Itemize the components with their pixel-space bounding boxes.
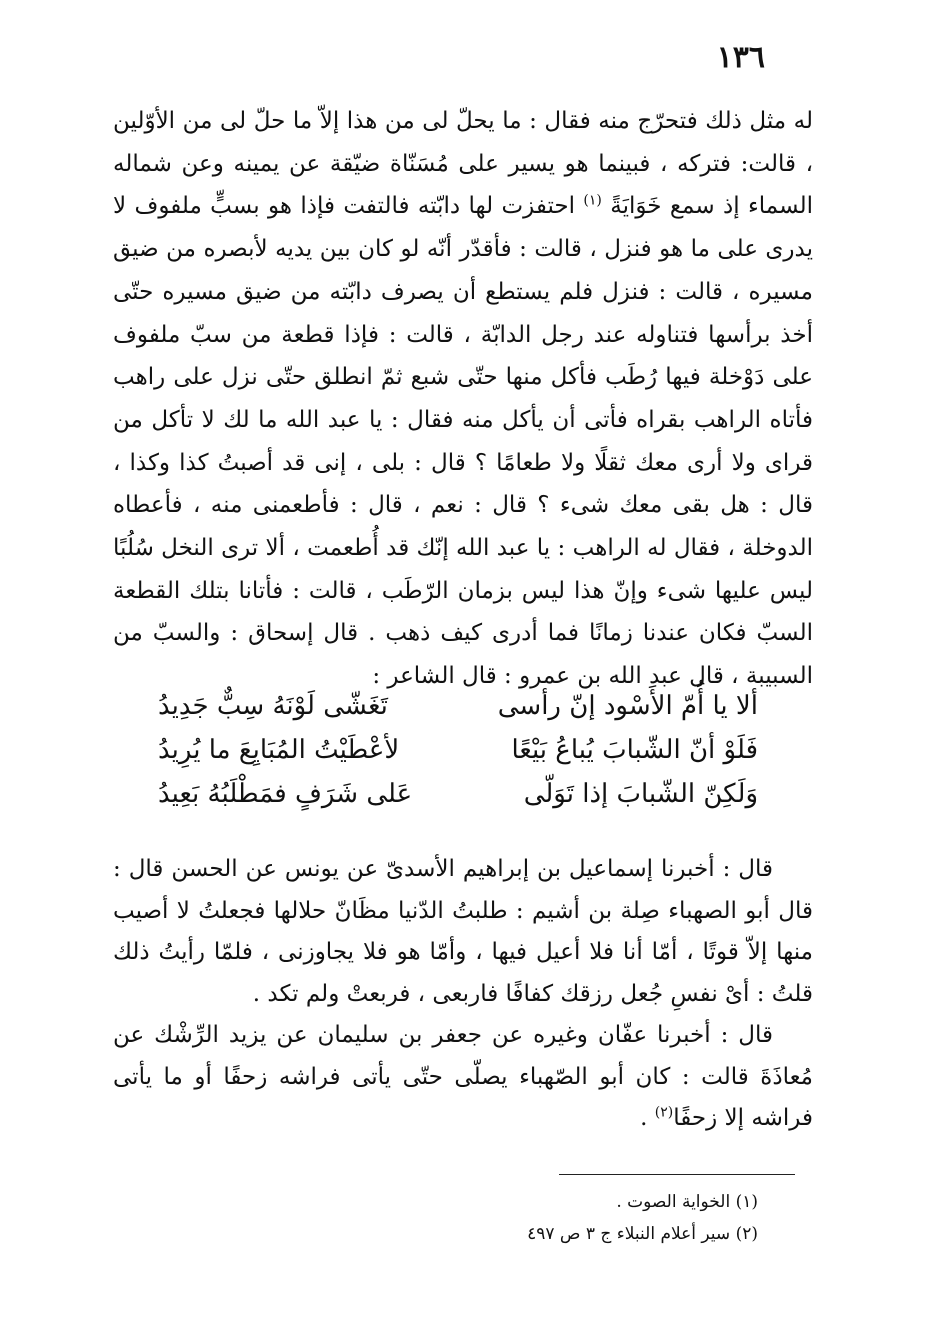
footnote-2: (٢) سير أعلام النبلاء ج ٣ ص ٤٩٧ [527, 1224, 758, 1244]
main-text [113, 100, 813, 698]
verse-2-first-hemistich: فَلَوْ أنّ الشّبابَ يُباعُ بَيْعًا [511, 735, 758, 765]
verse-2-second-hemistich: لأعْطَيْتُ المُبَايِعَ ما يُرِيدُ [158, 735, 400, 765]
narration-text [113, 849, 813, 1140]
paragraph-1-text: له مثل ذلك فتحرّج منه فقال : ما يحلّ لى من هذا إلاّ ما حلّ لى من الأوّلين ، قالت: فتركه ، فبينما هو يسير على مُسَنّاة ضيّقة عن يمينه وعن شماله السماء إذ سمع خَوَايَةً [113, 108, 814, 220]
footnote-ref-1: (١) [583, 192, 602, 209]
verse-1-first-hemistich: ألا يا أُمّ الأَسْود إنّ رأسى [497, 691, 758, 721]
footnote-1: (١) الخواية الصوت . [616, 1192, 758, 1212]
verse-3-second-hemistich: عَلى شَرَفٍ فمَطْلَبُهُ بَعِيدُ [158, 779, 413, 809]
footnote-ref-2: (٢) [654, 1104, 674, 1121]
footnotes [258, 1186, 758, 1250]
paragraph-3 [113, 1015, 813, 1140]
paragraph-2: قال : أخبرنا إسماعيل بن إبراهيم الأسدىّ عن يونس عن الحسن قال : قال أبو الصهباء صِلة بن أشيم : طلبتُ الدّنيا مظَانّ حلالها فجعلتُ لا أصيب منها إلاّ قوتًا ، أمّا أنا فلا أعيل فيها ، وأمّا هو فلا يجاوزنى ، فلمّا رأيتُ ذلك قلتُ : أىْ نفسِ جُعل رزقك كفافًا فاربعى ، فربعتْ ولم تكد . [113, 856, 813, 1007]
poem-verse [158, 772, 758, 816]
poem [158, 684, 758, 816]
paragraph-3-end: . [640, 1105, 655, 1131]
verse-1-second-hemistich: تَغَشّى لَوْنَهُ سِبٌّ جَدِيدُ [158, 691, 388, 721]
footnote-divider [559, 1174, 795, 1175]
verse-3-first-hemistich: وَلَكِنّ الشّبابَ إذا تَوَلّى [523, 779, 758, 809]
paragraph-1 [113, 100, 813, 698]
poem-verse [158, 728, 758, 772]
page-number: ١٣٦ [716, 40, 765, 75]
paragraph-1-continuation: احتفزت لها دابّته فالتفت فإذا هو بسبٍّ ملفوف لا يدرى على ما هو فنزل ، قالت : فأقدّر أنّه لو كان بين يديه لأبصره من ضيق مسيره ، قالت : فنزل فلم يستطع أن يصرف دابّته من ضيق مسيره حتّى أخذ برأسها فتناوله عند رجل الدابّة ، قالت : فإذا قطعة من سبّ ملفوف على دَوْخلة فيها رُطَب فأكل منها حتّى شبع ثمّ انطلق حتّى نزل على راهب فأتاه الراهب بقراه فأتى أن يأكل منه فقال : يا عبد الله ما لك لا تأكل من قراى ولا أرى معك ثقلًا ولا طعامًا ؟ قال : بلى ، إنى قد أصبتُ كذا وكذا ، قال : هل بقى معك شىء ؟ قال : نعم ، قال : فأطعمنى منه ، فأعطاه الدوخلة ، فقال له الراهب : يا عبد الله إنّك قد أُطعمت ، ألا ترى النخل سُلُبًا ليس عليها شىء وإنّ هذا ليس بزمان الرّطَب ، قالت : فأتانا بتلك القطعة السبّ فكان عندنا زمانًا فما أدرى كيف ذهب . قال إسحاق : والسبّ من السبيبة ، قال عبد الله بن عمرو : قال الشاعر : [113, 193, 813, 690]
paragraph-3-text: قال : أخبرنا عفّان وغيره عن جعفر بن سليمان عن يزيد الرِّشْك عن مُعاذَةَ قالت : كان أبو الصّهباء يصلّى حتّى يأتى فراشه زحفًا أو ما يأتى فراشه إلا زحفًا [113, 1022, 813, 1131]
poem-verse [158, 684, 758, 728]
